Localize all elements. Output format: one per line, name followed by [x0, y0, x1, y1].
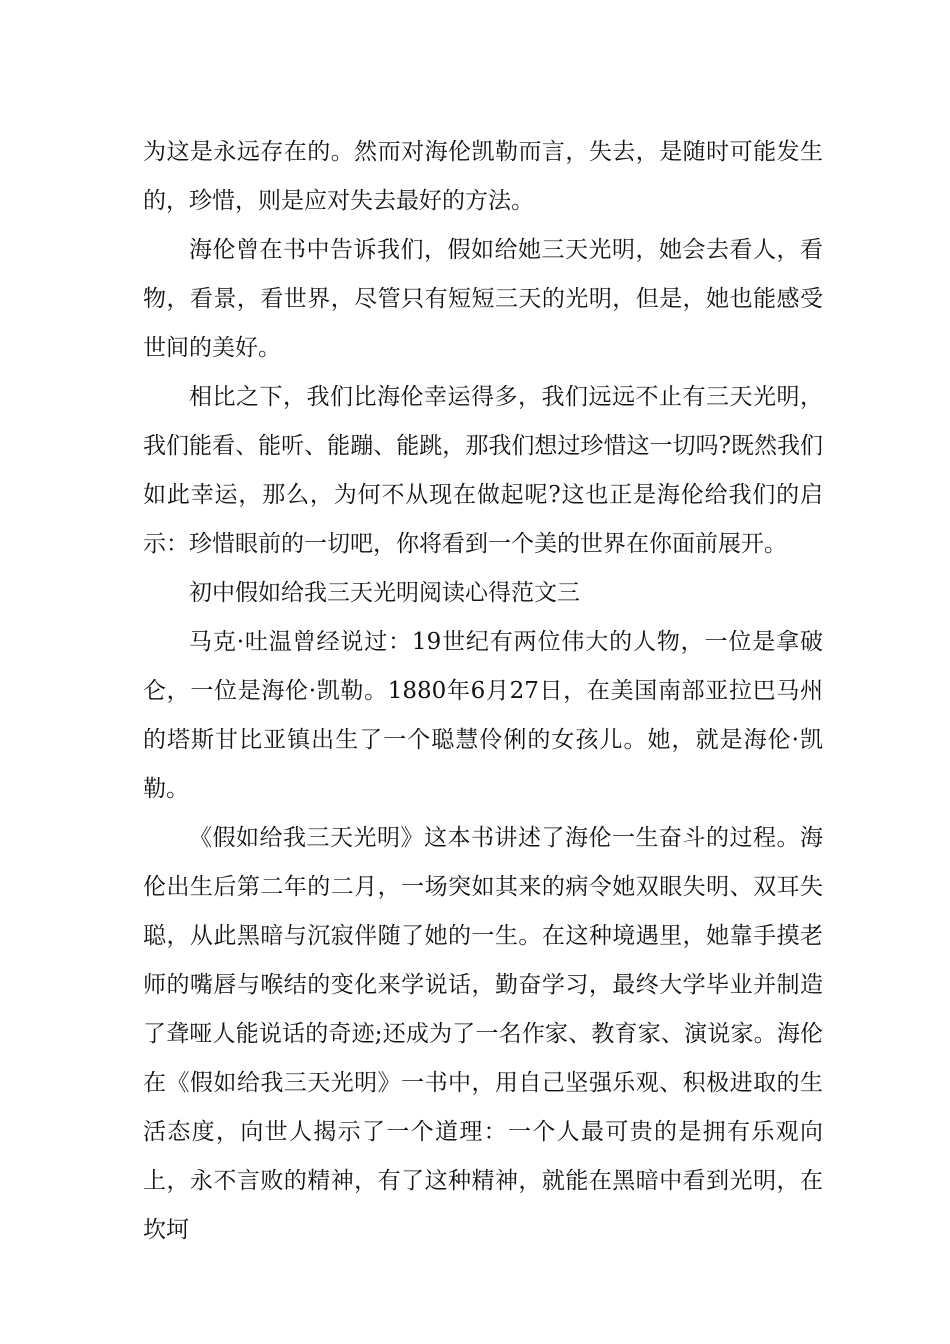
section-heading: 初中假如给我三天光明阅读心得范文三 — [189, 580, 580, 606]
paragraph-comparison: 相比之下，我们比海伦幸运得多，我们远远不止有三天光明，我们能看、能听、能蹦、能跳，那我们想过珍惜这一切吗?既然我们如此幸运，那么，为何不从现在做起呢?这也正是海伦给我们的启示：珍惜眼前的一切吧，你将看到一个美的世界在你面前展开。 — [143, 384, 823, 557]
paragraph-mark-twain: 马克·吐温曾经说过：19世纪有两位伟大的人物，一位是拿破仑，一位是海伦·凯勒。1880年6月27日，在美国南部亚拉巴马州的塔斯甘比亚镇出生了一个聪慧伶俐的女孩儿。她，就是海伦·凯勒。 — [143, 629, 823, 802]
paragraph-helen-three-days: 海伦曾在书中告诉我们，假如给她三天光明，她会去看人，看物，看景，看世界，尽管只有短短三天的光明，但是，她也能感受世间的美好。 — [143, 237, 823, 361]
paragraph-book-summary: 《假如给我三天光明》这本书讲述了海伦一生奋斗的过程。海伦出生后第二年的二月，一场突如其来的病令她双眼失明、双耳失聪，从此黑暗与沉寂伴随了她的一生。在这种境遇里，她靠手摸老师的嘴唇与喉结的变化来学说话，勤奋学习，最终大学毕业并制造了聋哑人能说话的奇迹;还成为了一名作家、教育家、演说家。海伦在《假如给我三天光明》一书中，用自己坚强乐观、积极进取的生活态度，向世人揭示了一个道理：一个人最可贵的是拥有乐观向上，永不言败的精神，有了这种精神，就能在黑暗中看到光明，在坎坷 — [143, 825, 823, 1243]
paragraph-continuation: 为这是永远存在的。然而对海伦凯勒而言，失去，是随时可能发生的，珍惜，则是应对失去最好的方法。 — [143, 139, 823, 214]
